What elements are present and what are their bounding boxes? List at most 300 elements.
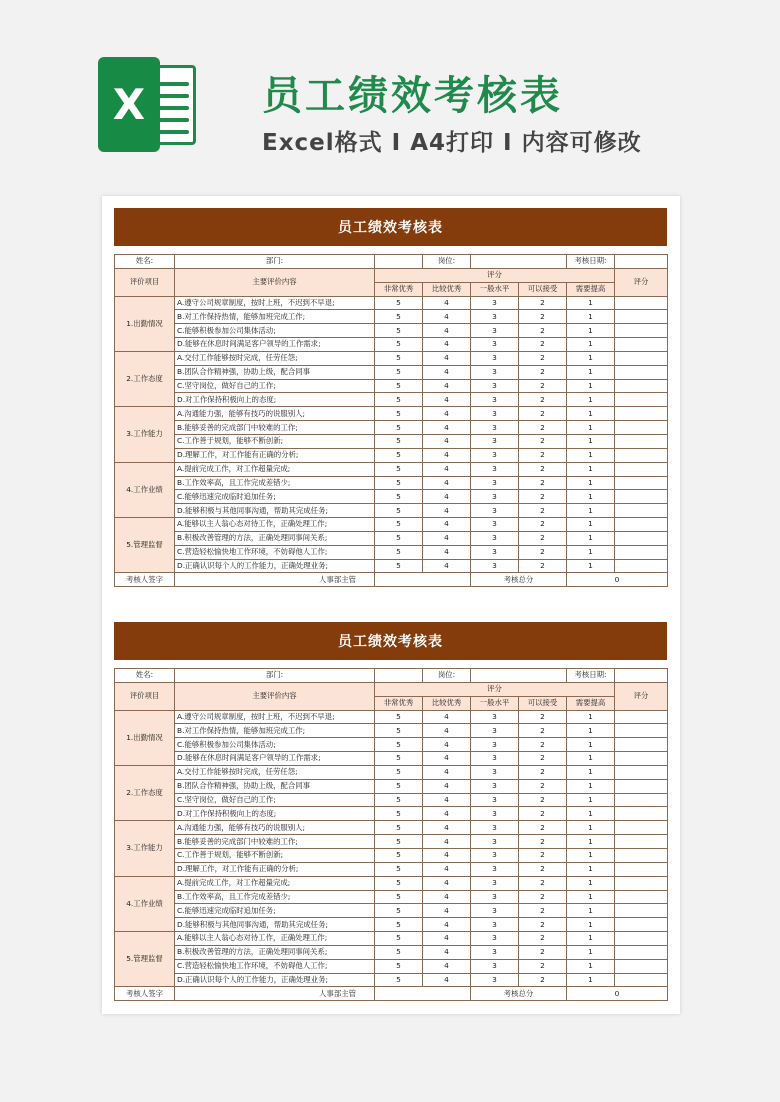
rating-value: 2	[519, 973, 567, 987]
rating-value: 4	[423, 932, 471, 946]
table-row	[115, 973, 668, 987]
score-field[interactable]	[615, 476, 668, 490]
rating-value: 5	[375, 338, 423, 352]
rating-value: 5	[375, 835, 423, 849]
rating-value: 1	[567, 904, 615, 918]
table-row	[115, 918, 668, 932]
rating-value: 3	[471, 379, 519, 393]
score-field[interactable]	[615, 738, 668, 752]
rating-value: 5	[375, 407, 423, 421]
criterion-text: A.遵守公司规章制度，按时上班，不迟到不早退;	[175, 296, 375, 310]
criterion-text: D.对工作保持积极向上的态度;	[175, 807, 375, 821]
table-row	[115, 379, 668, 393]
name-label: 姓名:	[115, 255, 175, 269]
score-field[interactable]	[615, 918, 668, 932]
score-field[interactable]	[615, 765, 668, 779]
rating-value: 2	[519, 738, 567, 752]
score-field[interactable]	[615, 904, 668, 918]
rating-value: 1	[567, 504, 615, 518]
table-row	[115, 393, 668, 407]
form-block-1	[114, 208, 667, 587]
rating-value: 4	[423, 959, 471, 973]
table-row	[115, 862, 668, 876]
rating-value: 4	[423, 504, 471, 518]
score-field[interactable]	[615, 559, 668, 573]
total-value: 0	[567, 573, 668, 587]
rating-value: 4	[423, 752, 471, 766]
hr-label: 人事部主管	[175, 573, 375, 587]
rating-value: 2	[519, 393, 567, 407]
score-field[interactable]	[615, 393, 668, 407]
rating-value: 1	[567, 531, 615, 545]
rating-value: 3	[471, 710, 519, 724]
criterion-text: B.对工作保持热情，能够加班完成工作;	[175, 310, 375, 324]
rating-value: 5	[375, 504, 423, 518]
score-field[interactable]	[615, 310, 668, 324]
rating-value: 3	[471, 421, 519, 435]
rating-value: 1	[567, 890, 615, 904]
rating-value: 2	[519, 365, 567, 379]
rating-value: 5	[375, 918, 423, 932]
rating-value: 2	[519, 518, 567, 532]
rating-value: 4	[423, 848, 471, 862]
rating-value: 5	[375, 448, 423, 462]
rating-value: 5	[375, 296, 423, 310]
rating-value: 4	[423, 393, 471, 407]
criterion-text: D.能够在休息时间满足客户领导的工作需求;	[175, 752, 375, 766]
table-row	[115, 724, 668, 738]
rating-value: 5	[375, 490, 423, 504]
rating-value: 1	[567, 848, 615, 862]
rating-value: 4	[423, 793, 471, 807]
rating-value: 1	[567, 545, 615, 559]
rating-value: 1	[567, 821, 615, 835]
score-field[interactable]	[615, 407, 668, 421]
rating-value: 4	[423, 559, 471, 573]
rating-value: 1	[567, 724, 615, 738]
dept-field[interactable]	[375, 255, 423, 269]
rating-value: 5	[375, 862, 423, 876]
score-field[interactable]	[615, 379, 668, 393]
table-row	[115, 779, 668, 793]
group-name: 1.出勤情况	[115, 296, 175, 351]
score-field[interactable]	[615, 490, 668, 504]
rating-value: 3	[471, 351, 519, 365]
rating-value: 5	[375, 932, 423, 946]
rating-level-header: 比较优秀	[423, 696, 471, 710]
rating-value: 2	[519, 379, 567, 393]
rating-value: 2	[519, 490, 567, 504]
rating-value: 5	[375, 724, 423, 738]
score-field[interactable]	[615, 945, 668, 959]
rating-value: 4	[423, 379, 471, 393]
rating-value: 1	[567, 876, 615, 890]
rating-value: 3	[471, 876, 519, 890]
table-row	[115, 490, 668, 504]
table-row	[115, 296, 668, 310]
rating-value: 5	[375, 531, 423, 545]
rating-value: 3	[471, 890, 519, 904]
table-row	[115, 531, 668, 545]
group-name: 2.工作态度	[115, 351, 175, 406]
criterion-text: C.坚守岗位，做好自己的工作;	[175, 793, 375, 807]
rating-value: 4	[423, 421, 471, 435]
criterion-text: D.理解工作，对工作能有正确的分析;	[175, 862, 375, 876]
rating-value: 2	[519, 876, 567, 890]
rating-value: 1	[567, 462, 615, 476]
score-field[interactable]	[615, 876, 668, 890]
rating-value: 2	[519, 407, 567, 421]
rating-value: 4	[423, 545, 471, 559]
date-label: 考核日期:	[567, 669, 615, 683]
rating-value: 5	[375, 752, 423, 766]
rating-value: 3	[471, 518, 519, 532]
rating-value: 5	[375, 821, 423, 835]
rating-level-header: 可以接受	[519, 696, 567, 710]
rating-value: 4	[423, 821, 471, 835]
criterion-text: B.工作效率高，且工作完成差错少;	[175, 476, 375, 490]
rating-value: 5	[375, 324, 423, 338]
rating-value: 5	[375, 462, 423, 476]
score-field[interactable]	[615, 862, 668, 876]
rating-value: 3	[471, 904, 519, 918]
group-name: 5.管理监督	[115, 518, 175, 573]
criterion-text: B.工作效率高，且工作完成差错少;	[175, 890, 375, 904]
rating-value: 4	[423, 779, 471, 793]
rating-level-header: 需要提高	[567, 696, 615, 710]
rating-value: 4	[423, 918, 471, 932]
table-row	[115, 504, 668, 518]
criterion-text: B.能够妥善的完成部门中较难的工作;	[175, 421, 375, 435]
rating-value: 2	[519, 559, 567, 573]
table-row	[115, 738, 668, 752]
date-field[interactable]	[615, 255, 668, 269]
rating-level-header: 一般水平	[471, 282, 519, 296]
score-field[interactable]	[615, 324, 668, 338]
rating-value: 3	[471, 462, 519, 476]
rating-value: 3	[471, 393, 519, 407]
excel-logo-icon	[98, 57, 198, 152]
score-field[interactable]	[615, 531, 668, 545]
rating-value: 2	[519, 531, 567, 545]
rating-value: 4	[423, 490, 471, 504]
post-label: 岗位:	[423, 669, 471, 683]
criterion-text: A.能够以主人翁心态对待工作，正确处理工作;	[175, 518, 375, 532]
rating-value: 3	[471, 407, 519, 421]
rating-value: 2	[519, 462, 567, 476]
table-row	[115, 559, 668, 573]
criterion-text: C.工作善于规划，能够不断创新;	[175, 434, 375, 448]
date-field[interactable]	[615, 669, 668, 683]
score-field[interactable]	[615, 793, 668, 807]
rating-value: 4	[423, 351, 471, 365]
table-row	[115, 793, 668, 807]
criterion-text: C.能够积极参加公司集体活动;	[175, 738, 375, 752]
score-field[interactable]	[615, 835, 668, 849]
hr-signature-field[interactable]	[375, 573, 471, 587]
rating-value: 1	[567, 973, 615, 987]
score-field[interactable]	[615, 848, 668, 862]
group-name: 5.管理监督	[115, 932, 175, 987]
rating-value: 1	[567, 765, 615, 779]
table-row	[115, 821, 668, 835]
rating-value: 5	[375, 393, 423, 407]
signer-label: 考核人签字	[115, 573, 175, 587]
table-row	[115, 310, 668, 324]
post-label: 岗位:	[423, 255, 471, 269]
rating-value: 3	[471, 779, 519, 793]
rating-value: 3	[471, 559, 519, 573]
rating-value: 2	[519, 338, 567, 352]
group-name: 4.工作业绩	[115, 462, 175, 517]
score-field[interactable]	[615, 365, 668, 379]
total-label: 考核总分	[471, 573, 567, 587]
hr-label: 人事部主管	[175, 987, 375, 1001]
rating-value: 3	[471, 310, 519, 324]
rating-value: 2	[519, 296, 567, 310]
dept-label: 部门:	[175, 669, 375, 683]
score-field[interactable]	[615, 959, 668, 973]
criterion-text: C.营造轻松愉快地工作环境，不妨碍他人工作;	[175, 545, 375, 559]
rating-value: 1	[567, 710, 615, 724]
rating-value: 4	[423, 365, 471, 379]
group-name: 2.工作态度	[115, 765, 175, 820]
table-row	[115, 545, 668, 559]
rating-value: 1	[567, 918, 615, 932]
rating-value: 3	[471, 476, 519, 490]
rating-value: 4	[423, 324, 471, 338]
rating-value: 2	[519, 835, 567, 849]
rating-value: 1	[567, 793, 615, 807]
rating-value: 5	[375, 310, 423, 324]
score-field[interactable]	[615, 779, 668, 793]
rating-value: 1	[567, 807, 615, 821]
score-field[interactable]	[615, 890, 668, 904]
rating-value: 1	[567, 407, 615, 421]
score-field[interactable]	[615, 518, 668, 532]
score-field[interactable]	[615, 434, 668, 448]
score-field[interactable]	[615, 545, 668, 559]
rating-value: 1	[567, 752, 615, 766]
table-row	[115, 904, 668, 918]
col-rating-header: 评分	[375, 268, 615, 282]
table-row	[115, 462, 668, 476]
excel-logo-letter: X	[98, 57, 160, 152]
col-content-header: 主要评价内容	[175, 682, 375, 710]
score-field[interactable]	[615, 448, 668, 462]
hr-signature-field[interactable]	[375, 987, 471, 1001]
rating-value: 3	[471, 945, 519, 959]
rating-value: 4	[423, 531, 471, 545]
rating-value: 1	[567, 862, 615, 876]
rating-value: 4	[423, 434, 471, 448]
rating-value: 4	[423, 518, 471, 532]
table-row	[115, 351, 668, 365]
rating-value: 4	[423, 890, 471, 904]
rating-value: 3	[471, 862, 519, 876]
rating-value: 3	[471, 365, 519, 379]
rating-value: 5	[375, 559, 423, 573]
criterion-text: B.积极改善管理的方法，正确处理同事间关系;	[175, 945, 375, 959]
rating-value: 5	[375, 476, 423, 490]
dept-field[interactable]	[375, 669, 423, 683]
criterion-text: A.提前完成工作，对工作超量完成;	[175, 876, 375, 890]
rating-value: 5	[375, 848, 423, 862]
rating-value: 3	[471, 324, 519, 338]
table-row	[115, 959, 668, 973]
footer-row	[115, 573, 668, 587]
rating-value: 4	[423, 973, 471, 987]
criterion-text: C.营造轻松愉快地工作环境，不妨碍他人工作;	[175, 959, 375, 973]
rating-value: 3	[471, 752, 519, 766]
rating-value: 2	[519, 545, 567, 559]
rating-value: 5	[375, 890, 423, 904]
rating-value: 4	[423, 738, 471, 752]
rating-value: 1	[567, 434, 615, 448]
table-row	[115, 807, 668, 821]
table-row	[115, 848, 668, 862]
table-row	[115, 338, 668, 352]
score-field[interactable]	[615, 821, 668, 835]
rating-value: 1	[567, 421, 615, 435]
rating-value: 2	[519, 862, 567, 876]
criterion-text: B.能够妥善的完成部门中较难的工作;	[175, 835, 375, 849]
criterion-text: C.工作善于规划，能够不断创新;	[175, 848, 375, 862]
score-field[interactable]	[615, 973, 668, 987]
criterion-text: A.交付工作能够按时完成，任劳任怨;	[175, 765, 375, 779]
rating-level-header: 需要提高	[567, 282, 615, 296]
rating-value: 2	[519, 724, 567, 738]
rating-value: 1	[567, 738, 615, 752]
criterion-text: C.坚守岗位，做好自己的工作;	[175, 379, 375, 393]
score-field[interactable]	[615, 462, 668, 476]
rating-value: 2	[519, 904, 567, 918]
rating-value: 3	[471, 490, 519, 504]
rating-value: 2	[519, 821, 567, 835]
table-row	[115, 421, 668, 435]
col-item-header: 评价项目	[115, 682, 175, 710]
col-content-header: 主要评价内容	[175, 268, 375, 296]
rating-value: 2	[519, 448, 567, 462]
evaluation-table	[114, 668, 668, 1001]
score-field[interactable]	[615, 724, 668, 738]
rating-value: 2	[519, 476, 567, 490]
rating-value: 3	[471, 765, 519, 779]
rating-value: 2	[519, 779, 567, 793]
post-field[interactable]	[471, 669, 567, 683]
criterion-text: A.能够以主人翁心态对待工作，正确处理工作;	[175, 932, 375, 946]
rating-value: 3	[471, 738, 519, 752]
rating-value: 3	[471, 338, 519, 352]
score-field[interactable]	[615, 504, 668, 518]
rating-value: 5	[375, 365, 423, 379]
criterion-text: C.能够积极参加公司集体活动;	[175, 324, 375, 338]
rating-value: 5	[375, 973, 423, 987]
rating-value: 4	[423, 462, 471, 476]
rating-value: 1	[567, 379, 615, 393]
criterion-text: B.团队合作精神强，协助上级，配合同事	[175, 365, 375, 379]
rating-value: 3	[471, 793, 519, 807]
score-field[interactable]	[615, 710, 668, 724]
rating-value: 5	[375, 421, 423, 435]
rating-value: 1	[567, 296, 615, 310]
rating-value: 1	[567, 448, 615, 462]
table-row	[115, 710, 668, 724]
evaluation-table	[114, 254, 668, 587]
info-row	[115, 255, 668, 269]
rating-value: 2	[519, 504, 567, 518]
rating-value: 3	[471, 434, 519, 448]
criterion-text: A.沟通能力强，能够有技巧的说服别人;	[175, 407, 375, 421]
rating-value: 5	[375, 765, 423, 779]
score-field[interactable]	[615, 752, 668, 766]
group-name: 1.出勤情况	[115, 710, 175, 765]
rating-value: 2	[519, 848, 567, 862]
score-field[interactable]	[615, 296, 668, 310]
rating-value: 2	[519, 765, 567, 779]
rating-value: 2	[519, 918, 567, 932]
rating-level-header: 非常优秀	[375, 282, 423, 296]
score-field[interactable]	[615, 807, 668, 821]
form-block-2	[114, 622, 667, 1001]
criterion-text: D.对工作保持积极向上的态度;	[175, 393, 375, 407]
table-row	[115, 945, 668, 959]
rating-value: 1	[567, 310, 615, 324]
rating-value: 1	[567, 959, 615, 973]
rating-value: 5	[375, 793, 423, 807]
table-row	[115, 932, 668, 946]
column-header-row	[115, 682, 668, 696]
total-label: 考核总分	[471, 987, 567, 1001]
rating-value: 2	[519, 421, 567, 435]
group-name: 3.工作能力	[115, 821, 175, 876]
criterion-text: C.能够迅速完成临时追加任务;	[175, 904, 375, 918]
rating-value: 3	[471, 835, 519, 849]
table-row	[115, 835, 668, 849]
rating-value: 2	[519, 793, 567, 807]
score-field[interactable]	[615, 338, 668, 352]
post-field[interactable]	[471, 255, 567, 269]
criterion-text: C.能够迅速完成临时追加任务;	[175, 490, 375, 504]
criterion-text: A.交付工作能够按时完成，任劳任怨;	[175, 351, 375, 365]
rating-value: 2	[519, 310, 567, 324]
table-row	[115, 876, 668, 890]
column-header-row	[115, 268, 668, 282]
rating-value: 3	[471, 973, 519, 987]
criterion-text: B.积极改善管理的方法，正确处理同事间关系;	[175, 531, 375, 545]
score-field[interactable]	[615, 421, 668, 435]
score-field[interactable]	[615, 932, 668, 946]
rating-value: 5	[375, 379, 423, 393]
rating-value: 5	[375, 807, 423, 821]
info-row	[115, 669, 668, 683]
rating-value: 3	[471, 531, 519, 545]
criterion-text: A.沟通能力强，能够有技巧的说服别人;	[175, 821, 375, 835]
criterion-text: D.能够在休息时间满足客户领导的工作需求;	[175, 338, 375, 352]
criterion-text: A.遵守公司规章制度，按时上班，不迟到不早退;	[175, 710, 375, 724]
table-row	[115, 752, 668, 766]
score-field[interactable]	[615, 351, 668, 365]
rating-value: 5	[375, 518, 423, 532]
rating-value: 4	[423, 724, 471, 738]
form-title: 员工绩效考核表	[114, 208, 667, 246]
table-row	[115, 407, 668, 421]
signer-label: 考核人签字	[115, 987, 175, 1001]
rating-value: 2	[519, 710, 567, 724]
rating-value: 4	[423, 296, 471, 310]
rating-value: 1	[567, 945, 615, 959]
rating-value: 4	[423, 876, 471, 890]
